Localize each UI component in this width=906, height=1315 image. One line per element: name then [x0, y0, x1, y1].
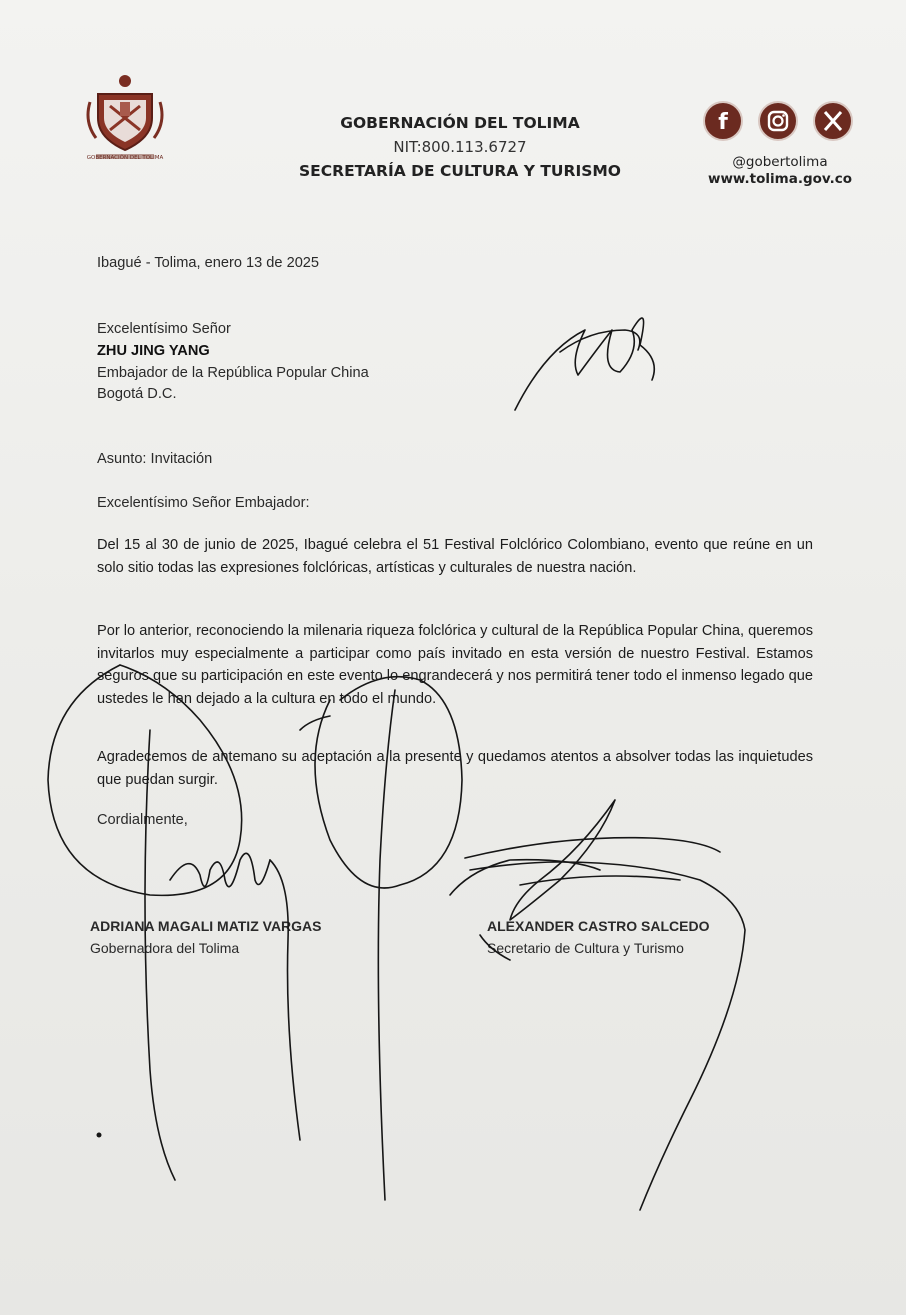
secretariat-name: SECRETARÍA DE CULTURA Y TURISMO	[299, 162, 621, 180]
x-icon[interactable]	[813, 101, 853, 141]
recipient-name: ZHU JING YANG	[97, 343, 210, 359]
nit-number: NIT:800.113.6727	[393, 138, 527, 156]
body-paragraph-2: Por lo anterior, reconociendo la milenaria riqueza folclórica y cultural de la República Popular China, queremos invitarlos muy especialmente a participar como país invitado en esta versión de nuestro Festival. Estamos seguros que su participación en este evento lo engrandecerá y nos permitirá tener todo el inmenso legado que ustedes le han dejado a la cultura en todo el mundo.	[97, 623, 813, 707]
signatory-1-name: ADRIANA MAGALI MATIZ VARGAS	[90, 918, 322, 934]
signatory-2-name: ALEXANDER CASTRO SALCEDO	[487, 918, 710, 934]
signatory-1-role: Gobernadora del Tolima	[90, 940, 240, 956]
instagram-icon[interactable]	[758, 101, 798, 141]
social-handle[interactable]: @gobertolima	[732, 154, 828, 170]
coat-of-arms-seal	[82, 72, 168, 172]
recipient-city: Bogotá D.C.	[97, 386, 177, 402]
recipient-title: Embajador de la República Popular China	[97, 365, 369, 381]
subject-line: Asunto: Invitación	[97, 451, 213, 467]
svg-text:f: f	[718, 110, 728, 135]
recipient-salutation: Excelentísimo Señor	[97, 321, 231, 337]
organization-name: GOBERNACIÓN DEL TOLIMA	[340, 114, 580, 132]
seal-caption: GOBERNACIÓN DEL TOLIMA	[86, 155, 164, 161]
body-paragraph-3: Agradecemos de antemano su aceptación a la presente y quedamos atentos a absolver todas las inquietudes que puedan surgir.	[97, 749, 813, 788]
website-link[interactable]: www.tolima.gov.co	[707, 171, 852, 187]
greeting: Excelentísimo Señor Embajador:	[97, 495, 310, 511]
body-paragraph-1: Del 15 al 30 de junio de 2025, Ibagué celebra el 51 Festival Folclórico Colombiano, evento que reúne en un solo sitio todas las expresiones folclóricas, artísticas y culturales de nuestra nación.	[97, 537, 813, 576]
closing: Cordialmente,	[97, 812, 188, 828]
facebook-icon[interactable]	[703, 101, 743, 141]
signatory-2-role: Secretario de Cultura y Turismo	[487, 940, 684, 956]
place-date: Ibagué - Tolima, enero 13 de 2025	[97, 255, 320, 271]
